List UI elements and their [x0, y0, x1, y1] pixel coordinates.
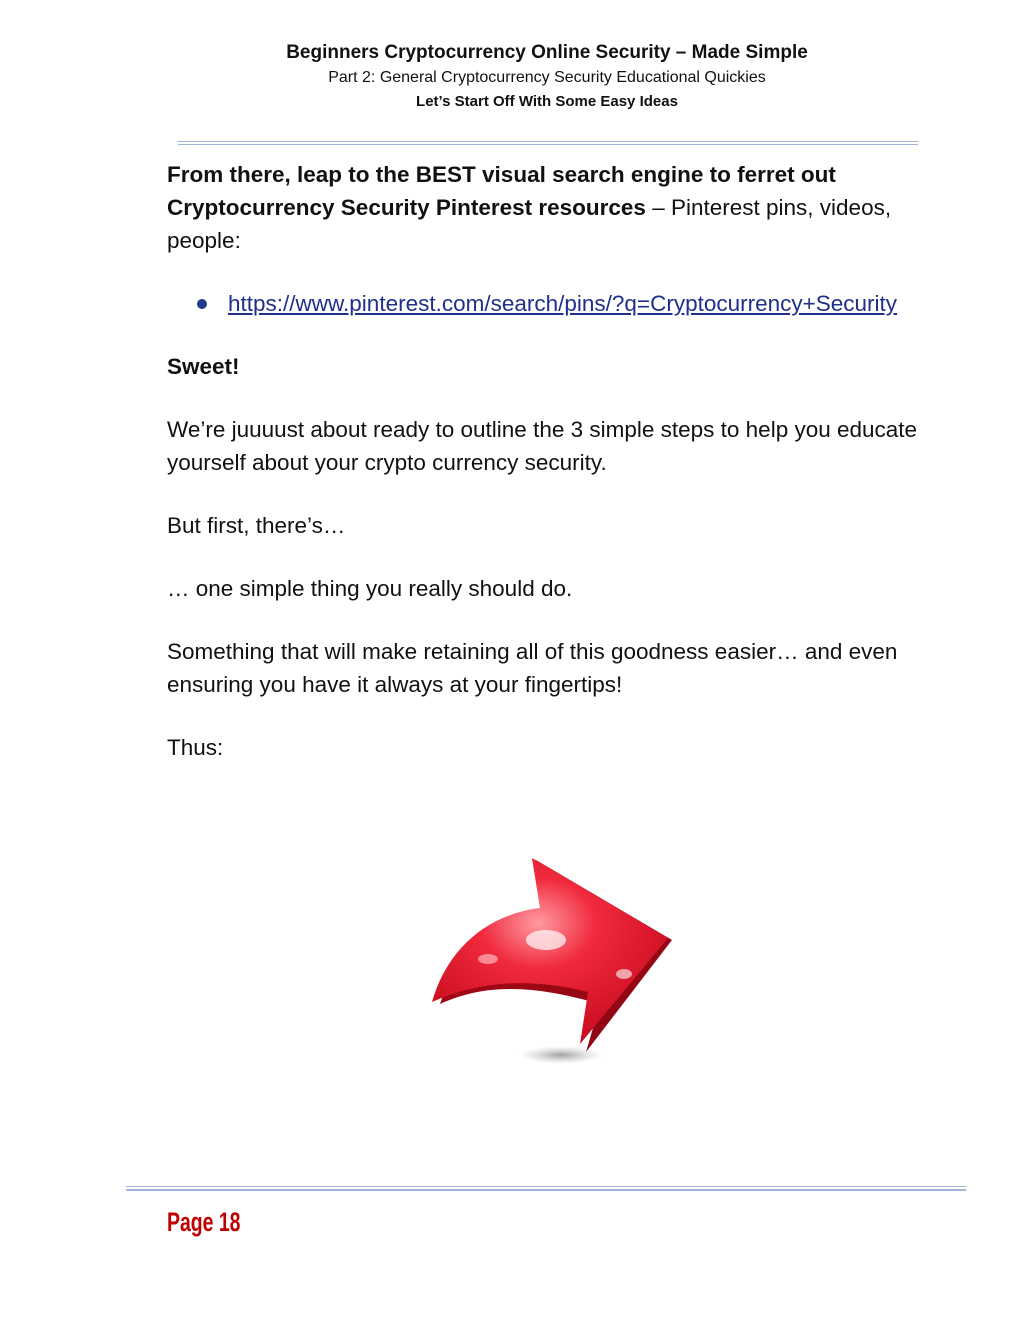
body-paragraph: But first, there’s… [167, 513, 346, 538]
body-paragraph: … one simple thing you really should do. [167, 576, 573, 601]
lead-paragraph [167, 158, 937, 257]
section-tagline: Let’s Start Off With Some Easy Ideas [416, 93, 678, 110]
sweet-heading: Sweet! [167, 354, 240, 379]
document-header [0, 40, 1024, 114]
document-subtitle: Part 2: General Cryptocurrency Security Educational Quickies [328, 69, 766, 86]
bullet-icon [197, 299, 207, 309]
document-title: Beginners Cryptocurrency Online Security – Made Simple [286, 42, 808, 63]
link-list-item [167, 287, 937, 320]
footer-divider [126, 1186, 966, 1191]
body-paragraph: We’re juuuust about ready to outline the 3 simple steps to help you educate yourself about your crypto currency security. [167, 417, 918, 475]
header-divider [178, 141, 918, 145]
pinterest-search-link[interactable]: https://www.pinterest.com/search/pins/?q=Cryptocurrency+Security [228, 291, 898, 316]
body-paragraph: Something that will make retaining all of this goodness easier… and even ensuring you have it always at your fingertips! [167, 639, 898, 697]
lead-plain-text: – Pinterest pins, videos, people: [167, 195, 892, 253]
lead-bold-text: From there, leap to the BEST visual search engine to ferret out Cryptocurrency Security Pinterest resources [167, 162, 836, 220]
body-paragraph: Thus: [167, 735, 224, 760]
red-curved-arrow-icon [428, 854, 678, 1074]
page-content [167, 158, 937, 794]
page-number: Page 18 [167, 1207, 241, 1237]
